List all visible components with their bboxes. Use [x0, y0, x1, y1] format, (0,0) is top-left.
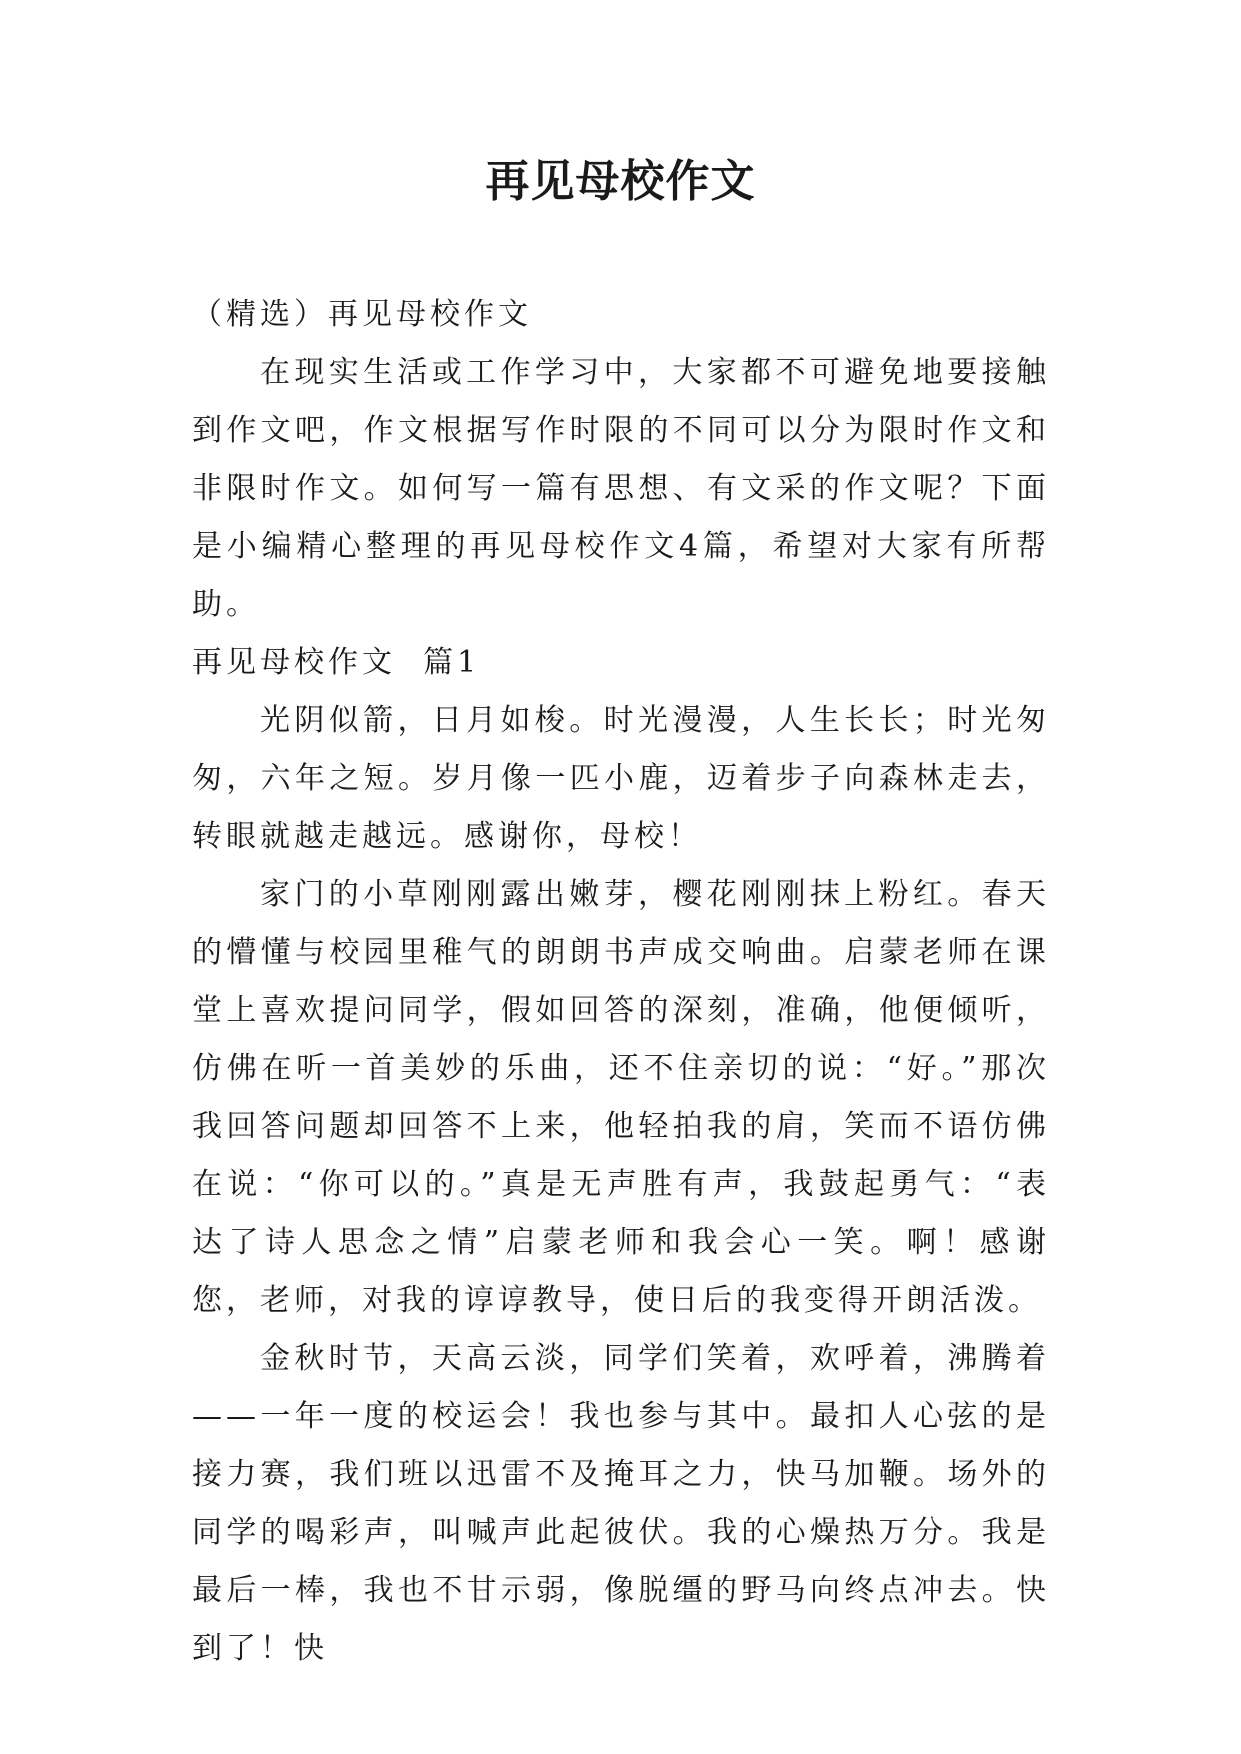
body-paragraph-2: 家门的小草刚刚露出嫩芽，樱花刚刚抹上粉红。春天的懵懂与校园里稚气的朗朗书声成交响曲。启蒙老师在课堂上喜欢提问同学，假如回答的深刻，准确，他便倾听，仿佛在听一首美妙的乐曲，还不住亲切的说：“好。”那次我回答问题却回答不上来，他轻拍我的肩，笑而不语仿佛在说：“你可以的。”真是无声胜有声，我鼓起勇气：“表达了诗人思念之情”启蒙老师和我会心一笑。啊！感谢您，老师，对我的谆谆教导，使日后的我变得开朗活泼。: [192, 877, 1050, 1318]
body-paragraph-1: 光阴似箭，日月如梭。时光漫漫，人生长长；时光匆匆，六年之短。岁月像一匹小鹿，迈着步子向森林走去，转眼就越走越远。感谢你，母校！: [192, 703, 1050, 854]
body-paragraph-3: 金秋时节，天高云淡，同学们笑着，欢呼着，沸腾着——一年一度的校运会！我也参与其中。最扣人心弦的是接力赛，我们班以迅雷不及掩耳之力，快马加鞭。场外的同学的喝彩声，叫喊声此起彼伏。我的心燥热万分。我是最后一棒，我也不甘示弱，像脱缰的野马向终点冲去。快到了！快: [192, 1341, 1050, 1666]
document-title: 再见母校作文: [485, 156, 756, 207]
section-heading: 再见母校作文 篇1: [192, 645, 481, 680]
intro-paragraph: 在现实生活或工作学习中，大家都不可避免地要接触到作文吧，作文根据写作时限的不同可以分为限时作文和非限时作文。如何写一篇有思想、有文采的作文呢？下面是小编精心整理的再见母校作文4篇，希望对大家有所帮助。: [192, 355, 1050, 622]
document-body: [192, 286, 1050, 1678]
document-subtitle: （精选）再见母校作文: [192, 297, 532, 332]
